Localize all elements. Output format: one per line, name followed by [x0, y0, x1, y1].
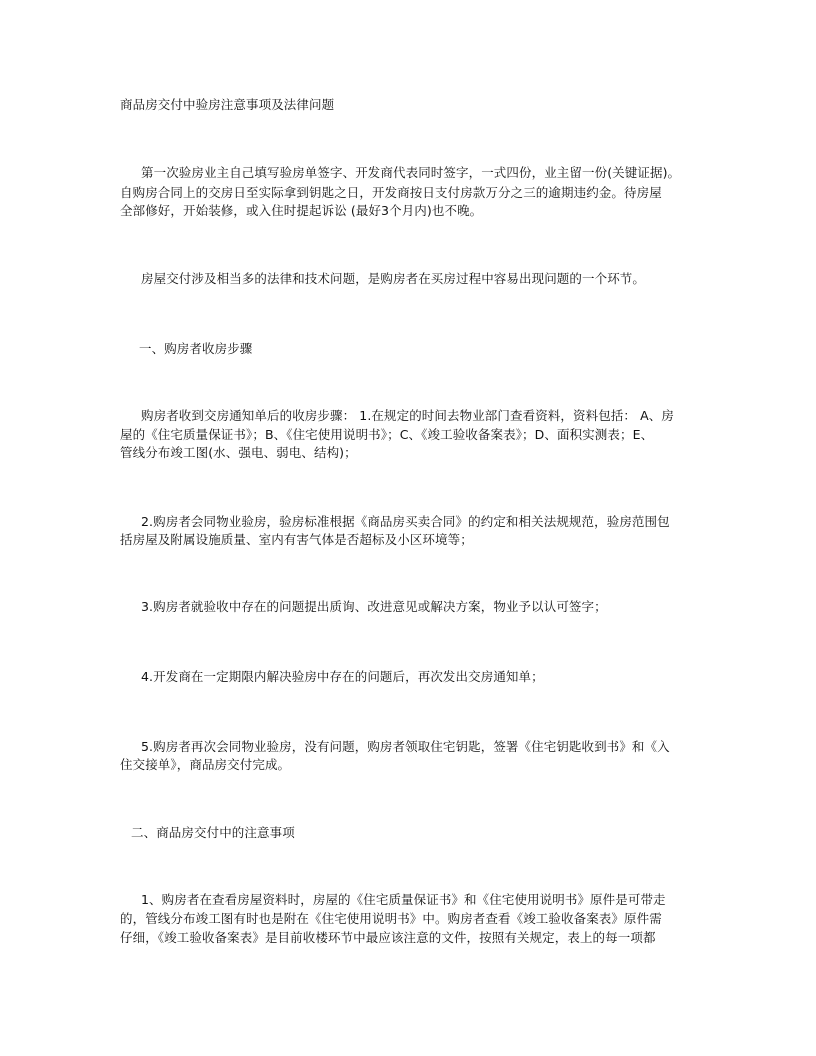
paragraph-3-line-2: 屋的《住宅质量保证书》；B、《住宅使用说明书》；C、《竣工验收备案表》；D、面积实测表；E、 — [120, 427, 654, 442]
paragraph-1-line-3: 全部修好，开始装修，或入住时提起诉讼 (最好3个月内)也不晚。 — [120, 203, 483, 218]
paragraph-8-line-3: 仔细，《竣工验收备案表》是目前收楼环节中最应该注意的文件，按照有关规定，表上的每一项都 — [120, 930, 656, 945]
paragraph-2: 房屋交付涉及相当多的法律和技术问题，是购房者在买房过程中容易出现问题的一个环节。 — [141, 271, 646, 286]
document-title: 商品房交付中验房注意事项及法律问题 — [120, 97, 335, 112]
paragraph-7-line-2: 住交接单》，商品房交付完成。 — [120, 757, 291, 772]
section-heading-2: 二、商品房交付中的注意事项 — [131, 825, 295, 840]
paragraph-1-line-1: 第一次验房业主自己填写验房单签字、开发商代表同时签字，一式四份，业主留一份(关键证据)。 — [141, 165, 681, 180]
section-heading-1: 一、购房者收房步骤 — [139, 341, 253, 356]
paragraph-3-line-3: 管线分布竣工图(水、强电、弱电、结构)； — [120, 445, 357, 460]
paragraph-4-line-1: 2.购房者会同物业验房，验房标准根据《商品房买卖合同》的约定和相关法规规范，验房范围包 — [141, 514, 670, 529]
paragraph-1-line-2: 自购房合同上的交房日至实际拿到钥匙之日，开发商按日支付房款万分之三的逾期违约金。待房屋 — [120, 185, 662, 200]
paragraph-6: 4.开发商在一定期限内解决验房中存在的问题后，再次发出交房通知单； — [141, 669, 544, 684]
paragraph-5: 3.购房者就验收中存在的问题提出质询、改进意见或解决方案，物业予以认可签字； — [141, 599, 607, 614]
paragraph-8-line-2: 的，管线分布竣工图有时也是附在《住宅使用说明书》中。购房者查看《竣工验收备案表》原件需 — [120, 911, 662, 926]
paragraph-7-line-1: 5.购房者再次会同物业验房，没有问题，购房者领取住宅钥匙，签署《住宅钥匙收到书》和《入 — [141, 739, 670, 754]
paragraph-8-line-1: 1、购房者在查看房屋资料时，房屋的《住宅质量保证书》和《住宅使用说明书》原件是可带走 — [141, 892, 666, 907]
paragraph-4-line-2: 括房屋及附属设施质量、室内有害气体是否超标及小区环境等； — [120, 532, 473, 547]
paragraph-3-line-1: 购房者收到交房通知单后的收房步骤： 1.在规定的时间去物业部门查看资料，资料包括： A、房 — [141, 408, 674, 423]
